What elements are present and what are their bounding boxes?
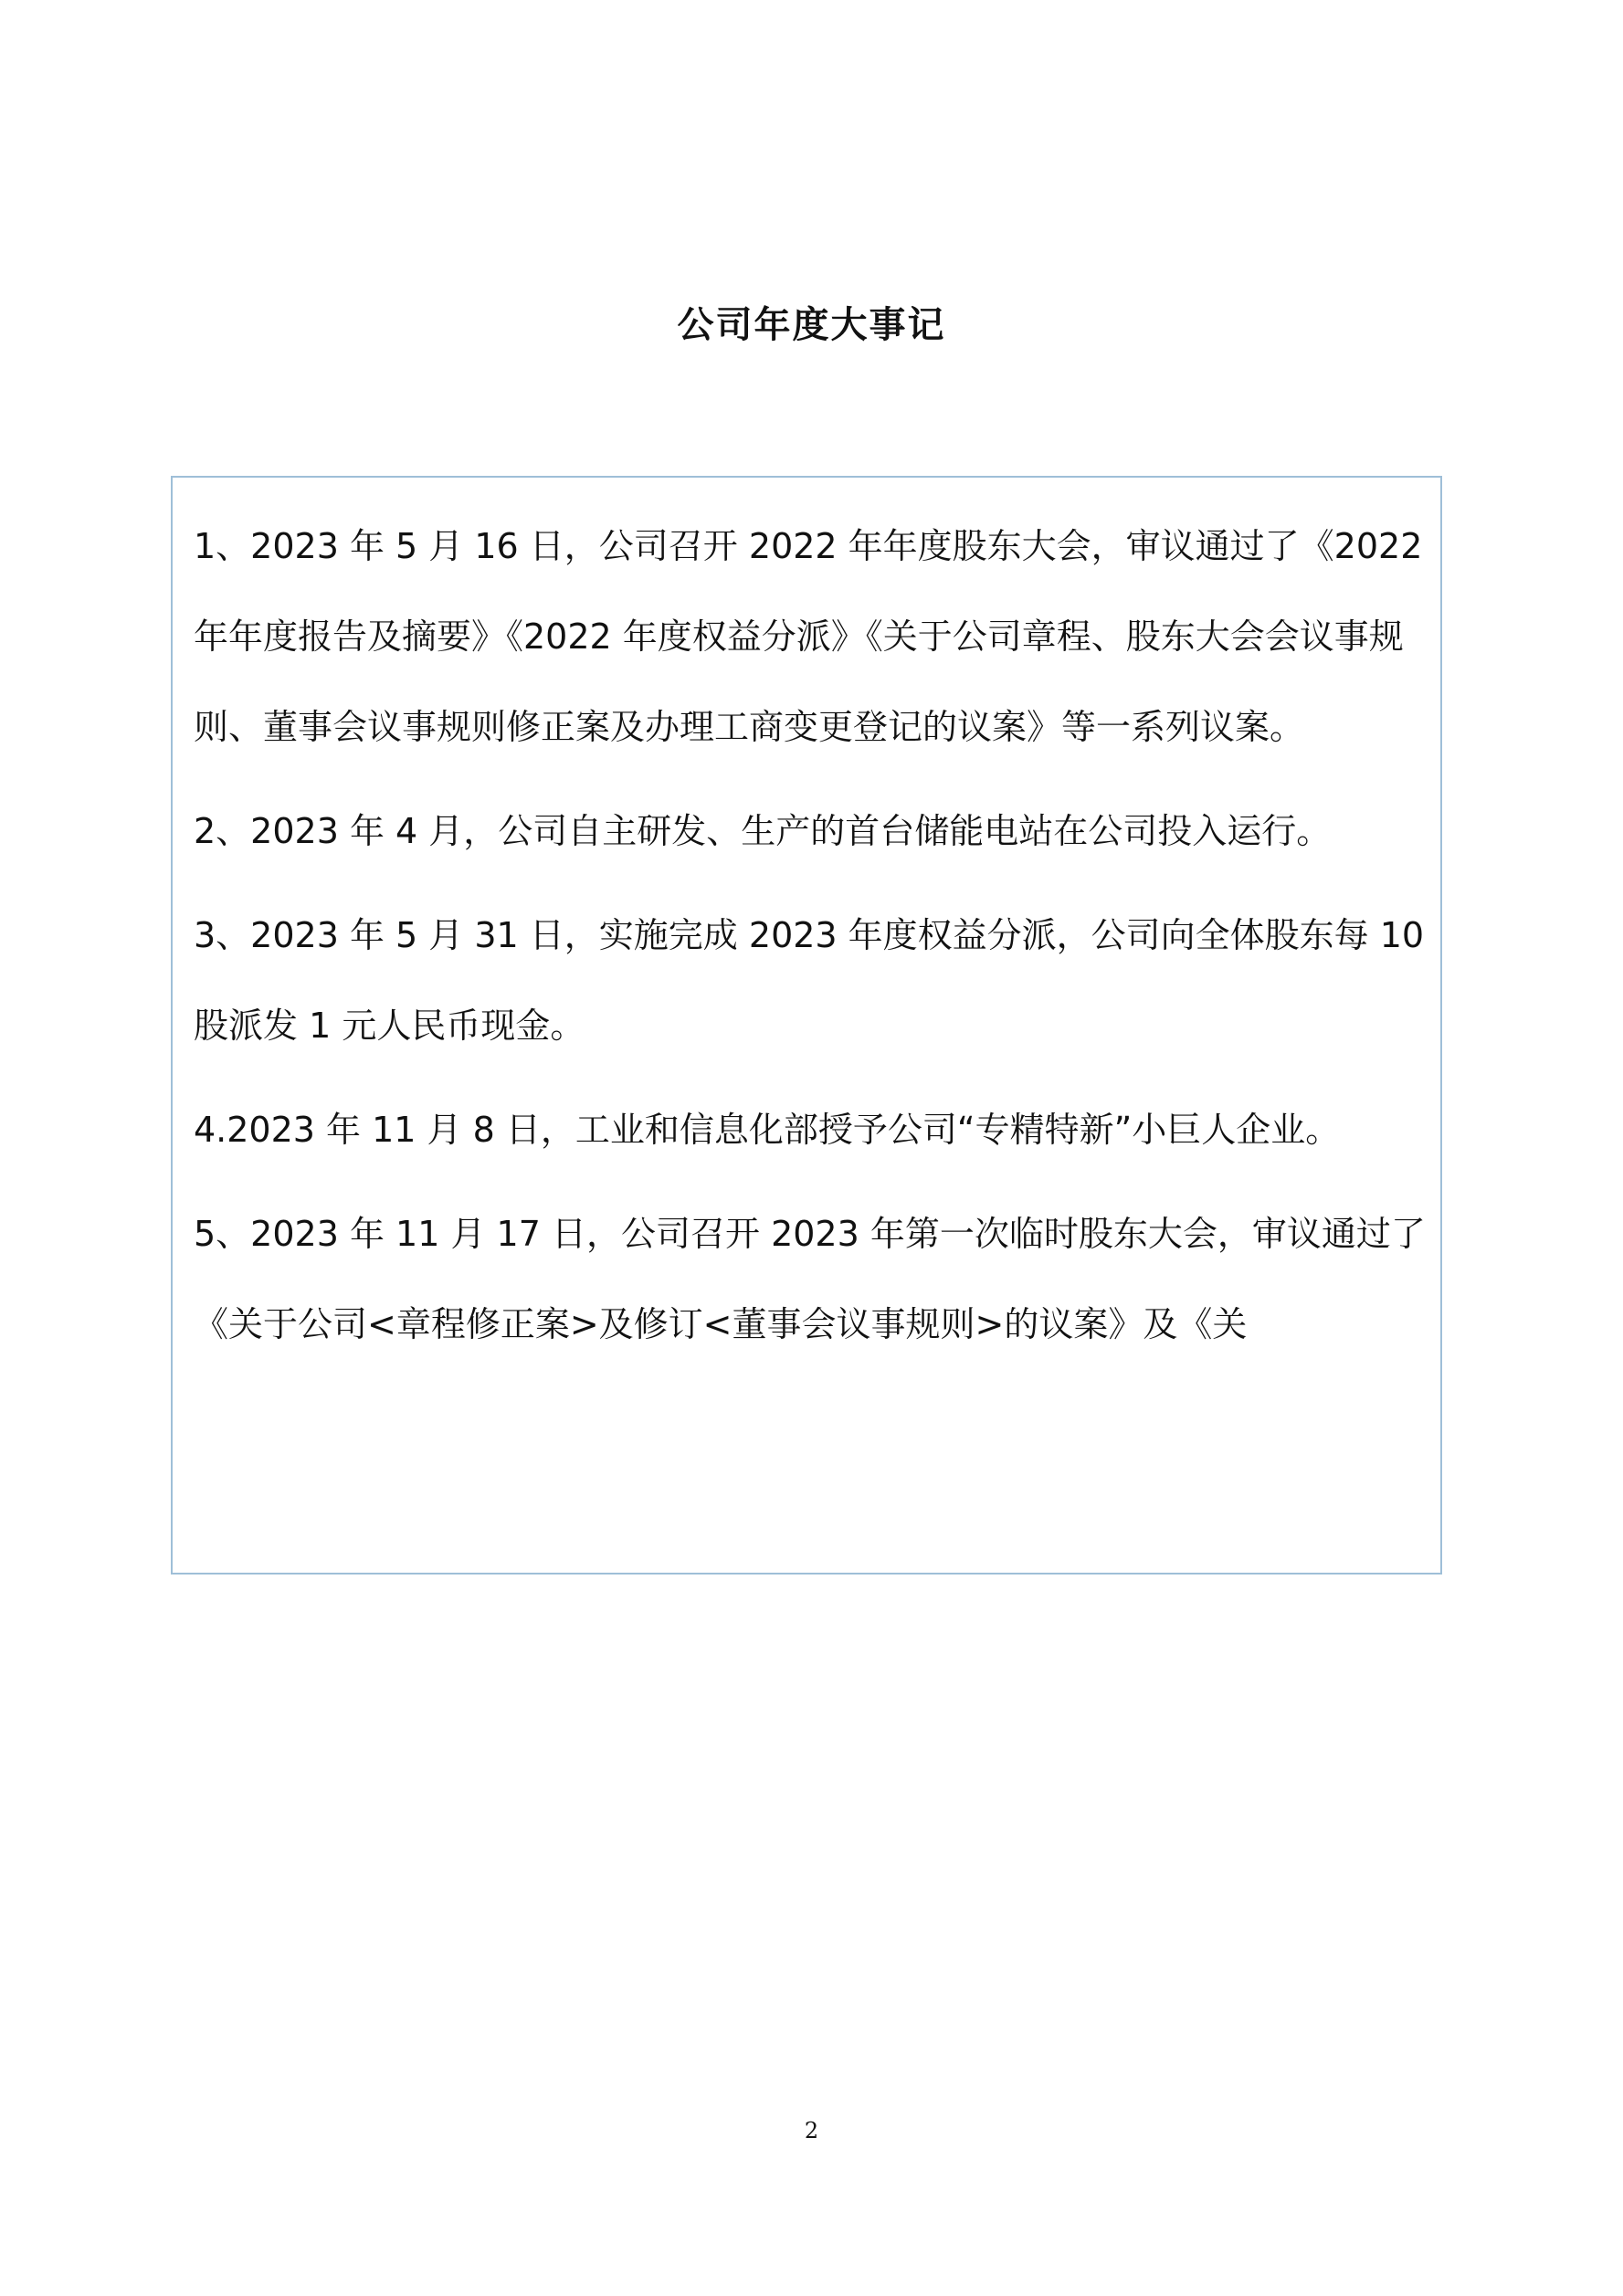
event-item-1: 1、2023 年 5 月 16 日，公司召开 2022 年年度股东大会，审议通过了《2022 年年度报告及摘要》《2022 年度权益分派》《关于公司章程、股东大会会议事规则、董事会议事规则修正案及办理工商变更登记的议案》等一系列议案。 <box>194 526 1423 747</box>
page-title: 公司年度大事记 <box>677 304 946 346</box>
events-box <box>171 476 1442 1575</box>
page-number: 2 <box>804 2118 819 2143</box>
event-item-4: 4.2023 年 11 月 8 日，工业和信息化部授予公司“专精特新”小巨人企业。 <box>194 1110 1341 1150</box>
event-item-2: 2、2023 年 4 月，公司自主研发、生产的首台储能电站在公司投入运行。 <box>194 811 1332 851</box>
event-item-5: 5、2023 年 11 月 17 日，公司召开 2023 年第一次临时股东大会，审议通过了《关于公司<章程修正案>及修订<董事会议事规则>的议案》及《关 <box>194 1214 1426 1344</box>
events-list <box>194 501 1427 1384</box>
event-item-3: 3、2023 年 5 月 31 日，实施完成 2023 年度权益分派，公司向全体股东每 10 股派发 1 元人民币现金。 <box>194 915 1425 1046</box>
